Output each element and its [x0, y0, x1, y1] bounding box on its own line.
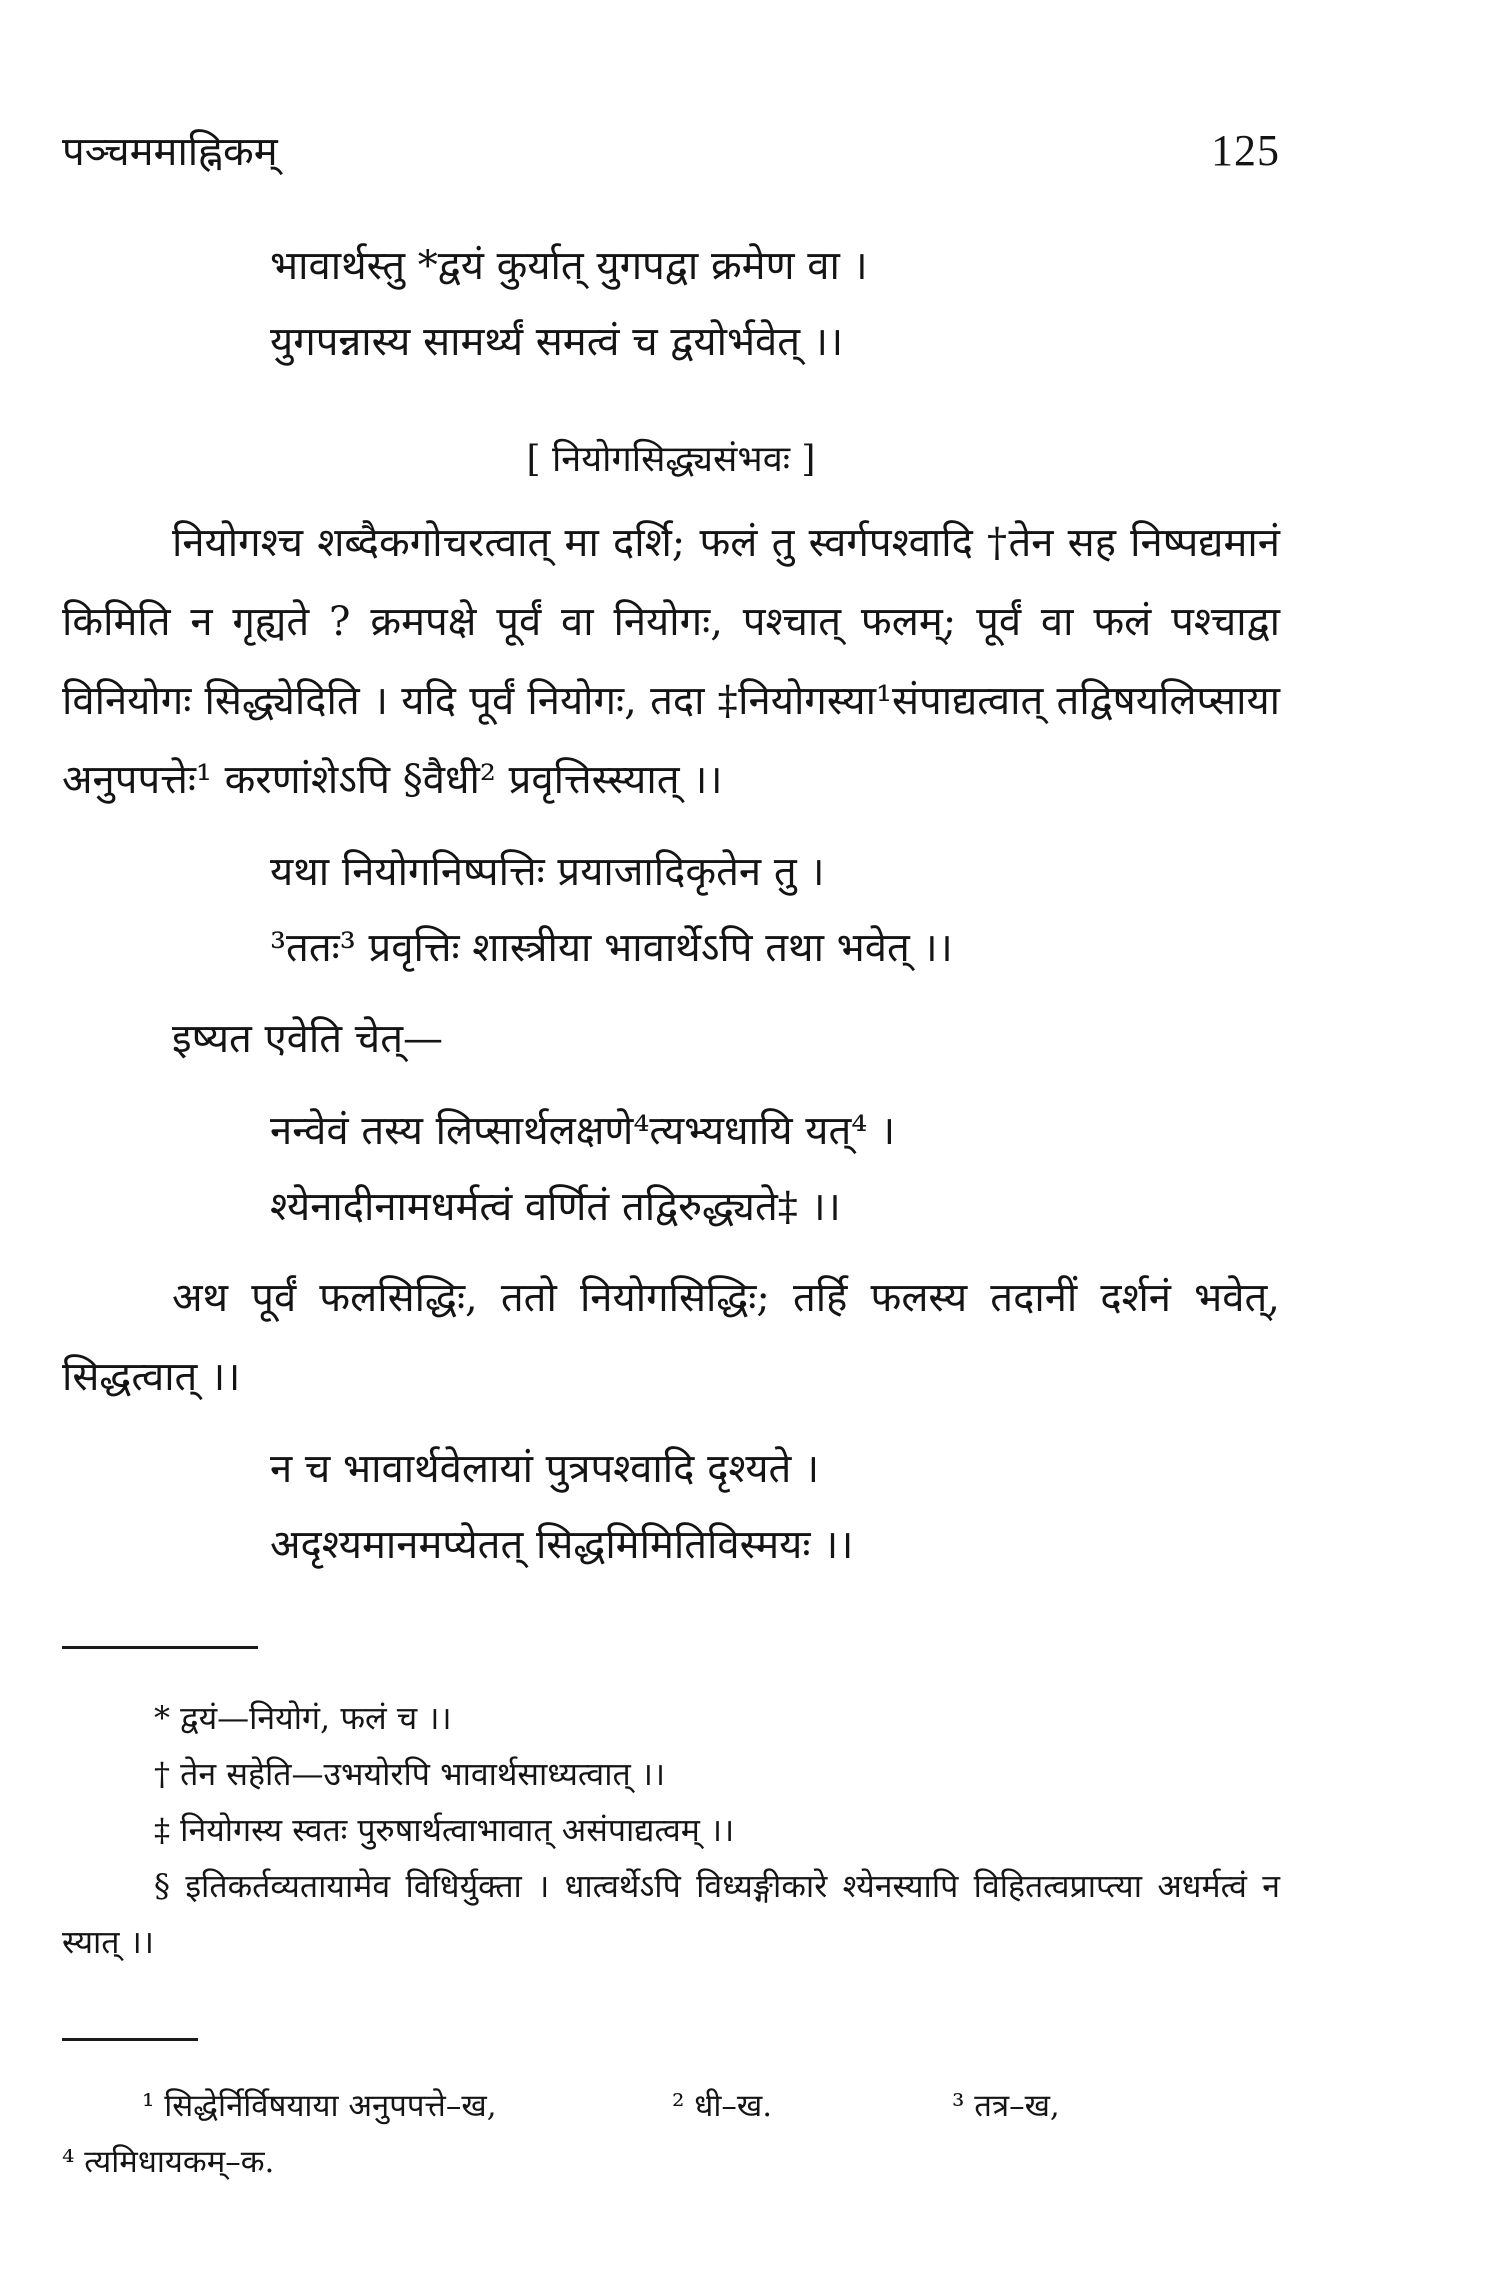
verse-3 — [62, 1093, 1280, 1245]
main-text — [62, 228, 1280, 1597]
verse-1 — [62, 228, 1280, 380]
variant-4: ⁴ त्यमिधायकम्–क. — [62, 2144, 275, 2180]
variant-2: ² धी–ख. — [672, 2088, 773, 2124]
verse-2-line-2: ³ततः³ प्रवृत्तिः शास्त्रीया भावार्थेऽपि तथा भवेत् ।। — [270, 925, 953, 971]
verse-4 — [62, 1431, 1280, 1583]
verse-4-line-1: न च भावार्थवेलायां पुत्रपश्वादि दृश्यते । — [270, 1446, 820, 1492]
verse-4-line-2: अदृश्यमानमप्येतत् सिद्धमिमितिविस्मयः ।। — [270, 1522, 854, 1568]
footnote-dagger: † तेन सहेति—उभयोरपि भावार्थसाध्यत्वात् ।। — [154, 1755, 666, 1793]
paragraph-2: इष्यत एवेति चेत्— — [172, 1016, 443, 1062]
verse-1-line-2: युगपन्नास्य सामर्थ्यं समत्वं च द्वयोर्भवेत् ।। — [270, 319, 844, 365]
page-header — [62, 122, 1280, 177]
footnote-divider — [62, 1646, 258, 1649]
footnotes — [62, 1690, 1280, 1970]
variant-3: ³ तत्र–ख, — [952, 2088, 1060, 2124]
variant-1: ¹ सिद्धेर्निर्विषयाया अनुपपत्ते–ख, — [142, 2088, 497, 2124]
variants-divider — [62, 2038, 198, 2041]
verse-2-line-1: यथा नियोगनिष्पत्तिः प्रयाजादिकृतेन तु । — [270, 849, 825, 895]
verse-3-line-1: नन्वेवं तस्य लिप्सार्थलक्षणे⁴त्यभ्यधायि यत्⁴ । — [270, 1108, 896, 1154]
running-head: पञ्चममाह्निकम् — [62, 129, 278, 175]
page-number: 125 — [1211, 126, 1280, 175]
verse-3-line-2: श्येनादीनामधर्मत्वं वर्णितं तद्विरुद्ध्यते‡ ।। — [270, 1184, 841, 1230]
footnote-double-dagger: ‡ नियोगस्य स्वतः पुरुषार्थत्वाभावात् असंपाद्यत्वम् ।। — [154, 1811, 735, 1849]
paragraph-1: नियोगश्च शब्दैकगोचरत्वात् मा दर्शि; फलं तु स्वर्गपश्वादि †तेन सह निष्पद्यमानं किमिति न गृह्यते ? क्रमपक्षे पूर्वं वा नियोगः, पश्चात् फलम्; पूर्वं वा फलं पश्चाद्वा विनियोगः सिद्ध्येदिति । यदि पूर्वं नियोगः, तदा ‡नियोगस्या¹संपाद्यत्वात् तद्विषयलिप्साया अनुपपत्तेः¹ करणांशेऽपि §वैधी² प्रवृत्तिस्स्यात् ।। — [62, 520, 1280, 803]
verse-2 — [62, 834, 1280, 986]
variant-row-1 — [62, 2078, 1280, 2134]
footnote-star: * द्वयं—नियोगं, फलं च ।। — [154, 1699, 452, 1737]
variant-readings — [62, 2078, 1280, 2190]
paragraph-3: अथ पूर्वं फलसिद्धिः, ततो नियोगसिद्धिः; तर्हि फलस्य तदानीं दर्शनं भवेत्, सिद्धत्वात् ।। — [62, 1275, 1280, 1400]
variant-row-2 — [62, 2134, 1280, 2190]
verse-1-line-1: भावार्थस्तु *द्वयं कुर्यात् युगपद्वा क्रमेण वा । — [270, 243, 868, 289]
section-heading: [ नियोगसिद्ध्यसंभवः ] — [526, 439, 816, 480]
footnote-section: § इतिकर्तव्यतायामेव विधिर्युक्ता । धात्वर्थेऽपि विध्यङ्गीकारे श्येनस्यापि विहितत्वप्राप्त्या अधर्मत्वं न स्यात् ।। — [62, 1867, 1280, 1961]
